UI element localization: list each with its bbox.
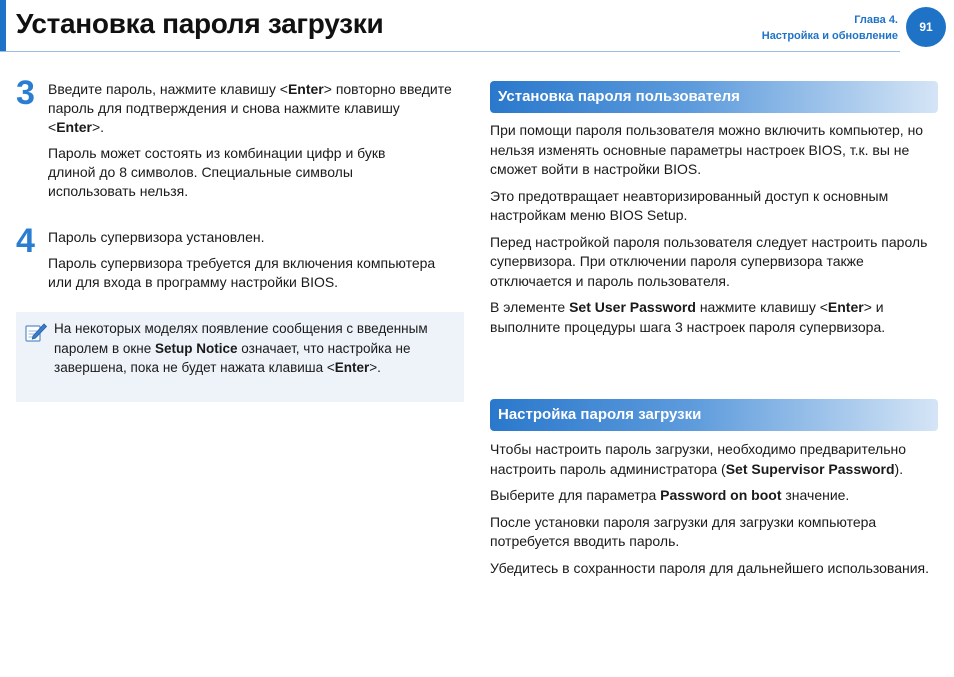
step-3 [16, 74, 456, 208]
chapter-label [762, 12, 898, 44]
section-paragraph: Перед настройкой пароля пользователя следует настроить пароль супервизора. При отключении пароля супервизора также отключается и пароль пользователя. [490, 233, 928, 289]
ui-term: Setup Notice [155, 340, 238, 356]
step-paragraph [48, 80, 456, 137]
pencil-note-icon [24, 321, 48, 345]
section-paragraph [490, 298, 942, 337]
section-paragraph: После установки пароля загрузки для загрузки компьютера потребуется вводить пароль. [490, 513, 877, 549]
step-paragraph: Пароль может состоять из комбинации цифр и букв длиной до 8 символов. Специальные символы использовать нельзя. [48, 145, 386, 199]
text: >. [91, 119, 105, 135]
step-4 [16, 222, 456, 299]
section-body [490, 440, 942, 585]
section-paragraph: Это предотвращает неавторизированный доступ к основным настройкам меню BIOS Setup. [490, 187, 889, 223]
text: значение. [781, 487, 850, 503]
text: Чтобы настроить пароль загрузки, необходимо предварительно настроить пароль администратора ( [490, 441, 907, 477]
section-body [490, 121, 942, 344]
section-paragraph [490, 440, 942, 479]
note-text: >. [369, 360, 381, 375]
text: Выберите для параметра [490, 487, 661, 503]
section-paragraph: При помощи пароля пользователя можно включить компьютер, но нельзя изменять основные параметры настроек BIOS, т.к. вы не сможет войти в настройки BIOS. [490, 122, 924, 177]
text: В элементе [490, 299, 570, 315]
section-paragraph: Убедитесь в сохранности пароля для дальнейшего использования. [490, 559, 930, 576]
text: > повторно введите пароль для подтверждения и снова нажмите клавишу < [48, 81, 452, 135]
chapter-title: Настройка и обновление [761, 30, 898, 42]
step-paragraph: Пароль супервизора требуется для включения компьютера или для входа в программу настройки BIOS. [48, 255, 436, 290]
step-number: 4 [16, 222, 35, 260]
page-title: Установка пароля загрузки [16, 8, 384, 39]
ui-term: Password on boot [660, 487, 782, 503]
note-text: На некоторых моделях появление сообщения с введенным паролем в окне [54, 321, 428, 356]
header-accent-bar [0, 0, 6, 52]
text: Введите пароль, нажмите клавишу < [48, 81, 288, 97]
key-name: Enter [334, 360, 370, 375]
section-paragraph [490, 486, 942, 506]
ui-term: Set Supervisor Password [725, 460, 895, 477]
header-divider [0, 51, 900, 52]
key-name: Enter [56, 119, 92, 135]
step-body [48, 80, 456, 201]
text: ). [894, 460, 904, 477]
text: > и выполните процедуры шага 3 настроек пароля супервизора. [490, 299, 886, 335]
key-name: Enter [827, 299, 864, 315]
step-paragraph: Пароль супервизора установлен. [48, 229, 265, 245]
text: нажмите клавишу < [695, 299, 828, 315]
note-text: означает, что настройка не завершена, пока не будет нажата клавиша < [54, 340, 411, 375]
section-heading: Установка пароля пользователя [490, 81, 938, 113]
section-heading: Настройка пароля загрузки [490, 399, 938, 431]
key-name: Enter [287, 81, 324, 97]
step-number: 3 [16, 74, 35, 112]
chapter-number: Глава 4. [854, 14, 898, 26]
step-body [48, 228, 456, 292]
page-number-badge: 91 [906, 7, 946, 47]
note-box [16, 312, 464, 402]
ui-term: Set User Password [569, 299, 696, 315]
